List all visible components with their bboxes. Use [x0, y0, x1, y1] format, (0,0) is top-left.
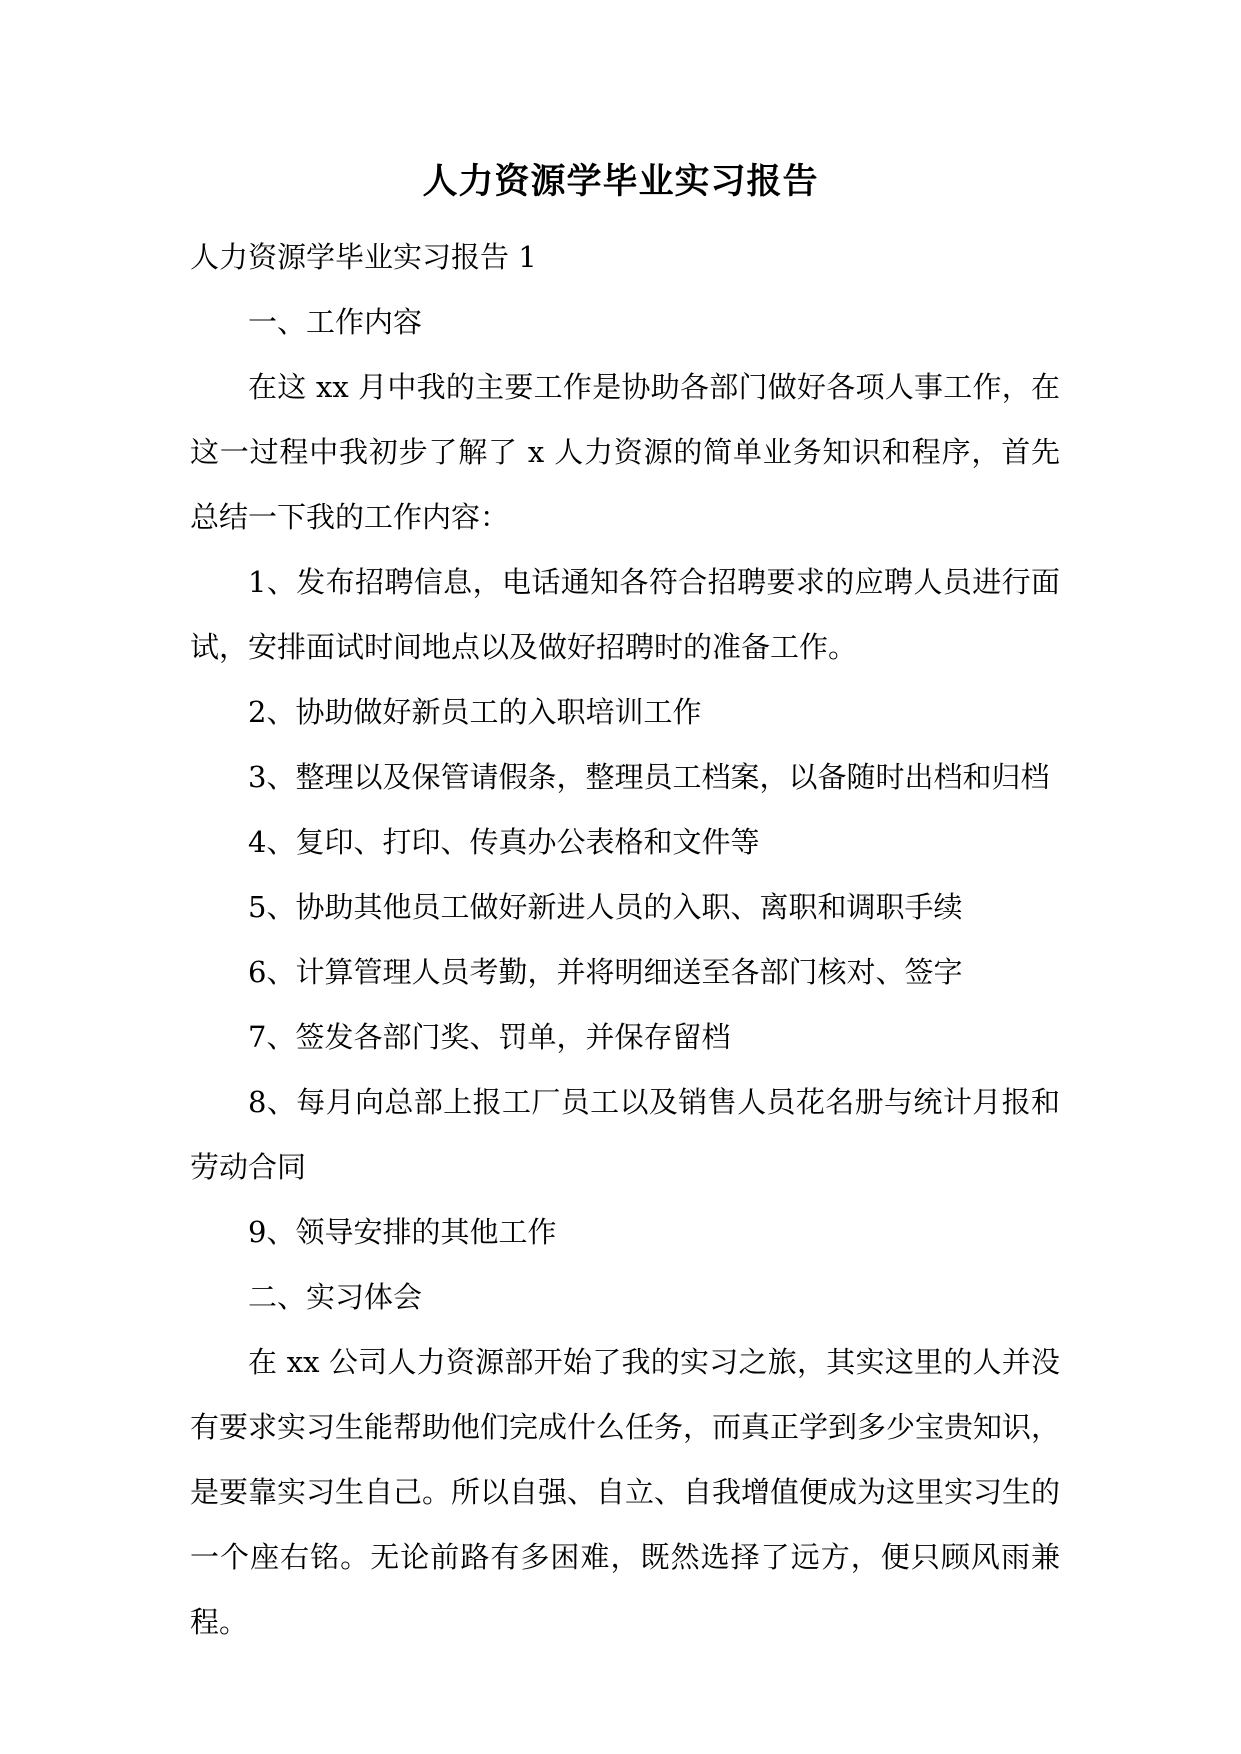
list-item: 9、领导安排的其他工作	[248, 1215, 557, 1249]
document-title: 人力资源学毕业实习报告	[422, 161, 819, 202]
list-item: 4、复印、打印、传真办公表格和文件等	[248, 825, 760, 859]
list-item: 2、协助做好新员工的入职培训工作	[248, 695, 702, 729]
list-item: 5、协助其他员工做好新进人员的入职、离职和调职手续	[248, 890, 963, 924]
list-item: 3、整理以及保管请假条，整理员工档案，以备随时出档和归档	[248, 760, 1050, 794]
paragraph: 人力资源学毕业实习报告 1	[190, 240, 537, 274]
list-item: 7、签发各部门奖、罚单，并保存留档	[248, 1020, 731, 1054]
list-item: 1、发布招聘信息，电话通知各符合招聘要求的应聘人员进行面试，安排面试时间地点以及做好招聘时的准备工作。	[190, 565, 1060, 664]
section-heading: 二、实习体会	[248, 1280, 423, 1314]
paragraph: 在这 xx 月中我的主要工作是协助各部门做好各项人事工作，在这一过程中我初步了解了 x 人力资源的简单业务知识和程序，首先总结一下我的工作内容：	[190, 370, 1060, 534]
document-body	[190, 225, 1060, 1655]
list-item: 8、每月向总部上报工厂员工以及销售人员花名册与统计月报和劳动合同	[190, 1085, 1060, 1184]
paragraph: 在 xx 公司人力资源部开始了我的实习之旅，其实这里的人并没有要求实习生能帮助他们完成什么任务，而真正学到多少宝贵知识，是要靠实习生自己。所以自强、自立、自我增值便成为这里实习生的一个座右铭。无论前路有多困难，既然选择了远方，便只顾风雨兼程。	[190, 1345, 1061, 1639]
list-item: 6、计算管理人员考勤，并将明细送至各部门核对、签字	[248, 955, 963, 989]
section-heading: 一、工作内容	[248, 305, 423, 339]
